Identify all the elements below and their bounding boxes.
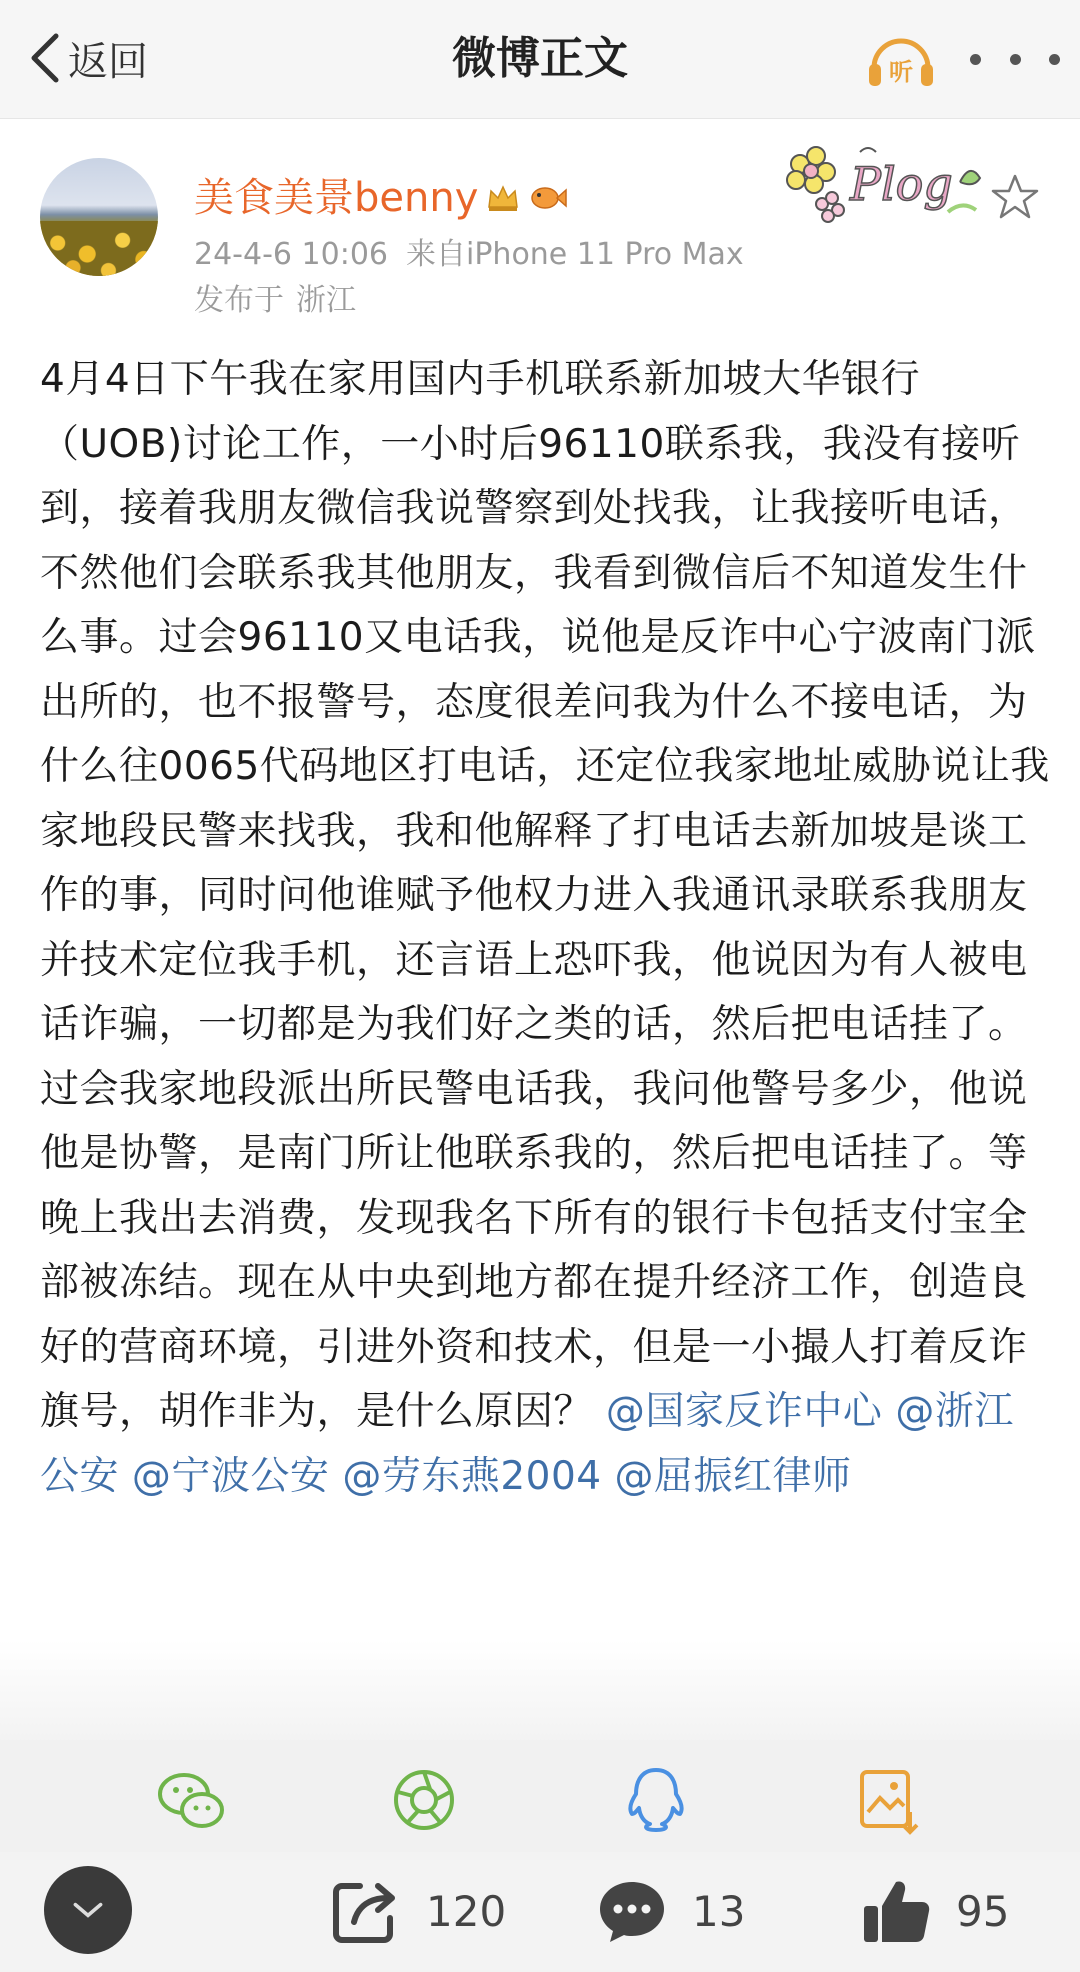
chevron-down-icon xyxy=(70,1899,106,1921)
like-count: 95 xyxy=(956,1886,1010,1936)
moments-icon xyxy=(384,1760,464,1840)
comment-count: 13 xyxy=(692,1886,746,1936)
listen-label: 听 xyxy=(889,58,913,86)
like-button[interactable] xyxy=(860,1872,1009,1950)
collapse-button[interactable] xyxy=(44,1866,132,1954)
thumbs-up-icon xyxy=(860,1876,932,1946)
share-wechat-button[interactable] xyxy=(152,1760,232,1840)
plog-text: Plog xyxy=(850,157,953,211)
star-icon xyxy=(990,172,1040,222)
post-text: 4月4日下午我在家用国内手机联系新加坡大华银行（UOB)讨论工作，一小时后96110联系我，我没有接听到，接着我朋友微信我说警察到处找我，让我接听电话，不然他们会联系我其他朋友，我看到微信后不知道发生什么事。过会96110又电话我，说他是反诈中心宁波南门派出所的，也不报警号，态度很差问我为什么不接电话，为什么往0065代码地区打电话，还定位我家地址威胁说让我家地段民警来找我，我和他解释了打电话去新加坡是谈工作的事，同时问他谁赋予他权力进入我通讯录联系我朋友并技术定位我手机，还言语上恐吓我，他说因为有人被电话诈骗，一切都是为我们好之类的话，然后把电话挂了。过会我家地段派出所民警电话我，我问他警号多少，他说他是协警，是南门所让他联系我的，然后把电话挂了。等晚上我出去消费，发现我名下所有的银行卡包括支付宝全部被冻结。现在从中央到地方都在提升经济工作，创造良好的营商环境，引进外资和技术，但是一小撮人打着反诈旗号，胡作非为，是什么原因？ xyxy=(40,357,1050,1434)
mention-link[interactable]: @宁波公安 xyxy=(131,1453,330,1499)
repost-count: 120 xyxy=(426,1886,507,1936)
share-moments-button[interactable] xyxy=(384,1760,464,1840)
location-value: 浙江 xyxy=(296,283,356,318)
fish-badge-icon xyxy=(528,183,568,213)
post-location xyxy=(194,278,356,324)
back-label: 返回 xyxy=(68,38,148,85)
repost-icon xyxy=(330,1876,402,1946)
favorite-button[interactable] xyxy=(990,172,1040,222)
mention-link[interactable]: @国家反诈中心 xyxy=(605,1389,883,1434)
avatar[interactable] xyxy=(40,158,158,276)
author-name: 美食美景benny xyxy=(194,175,479,221)
mention-link[interactable]: @浙江公安 xyxy=(40,1389,1014,1499)
wechat-icon xyxy=(152,1760,232,1840)
more-dot xyxy=(1049,54,1060,65)
mention-link[interactable]: @屈振红律师 xyxy=(614,1453,852,1499)
listen-button[interactable] xyxy=(866,30,936,92)
bottom-action-bar xyxy=(0,1852,1080,1972)
crown-badge-icon xyxy=(486,183,520,213)
qq-icon xyxy=(616,1760,696,1840)
share-row xyxy=(0,1740,1080,1860)
post-time: 24-4-6 10:06 xyxy=(194,237,388,272)
post-body xyxy=(40,348,1050,1509)
share-qq-button[interactable] xyxy=(616,1760,696,1840)
plog-sticker xyxy=(770,122,990,234)
mention-link[interactable]: @劳东燕2004 xyxy=(342,1453,602,1499)
save-image-icon xyxy=(848,1760,928,1840)
sunflower-field-image xyxy=(40,221,158,276)
comment-icon xyxy=(596,1876,668,1946)
more-dot xyxy=(1010,54,1021,65)
top-nav-bar xyxy=(0,0,1080,119)
comment-button[interactable] xyxy=(596,1872,745,1950)
more-dots-icon xyxy=(970,54,981,65)
share-fade xyxy=(0,1640,1080,1750)
plog-flower-icon xyxy=(770,122,990,234)
headphones-icon xyxy=(866,30,936,92)
save-image-button[interactable] xyxy=(848,1760,928,1840)
more-options-button[interactable] xyxy=(970,34,1060,84)
post-meta xyxy=(194,232,744,278)
location-prefix: 发布于 xyxy=(194,283,284,318)
repost-button[interactable] xyxy=(330,1872,506,1950)
post-source: 来自iPhone 11 Pro Max xyxy=(406,237,744,272)
author-name-row[interactable] xyxy=(194,170,568,226)
page-title: 微博正文 xyxy=(452,33,628,84)
